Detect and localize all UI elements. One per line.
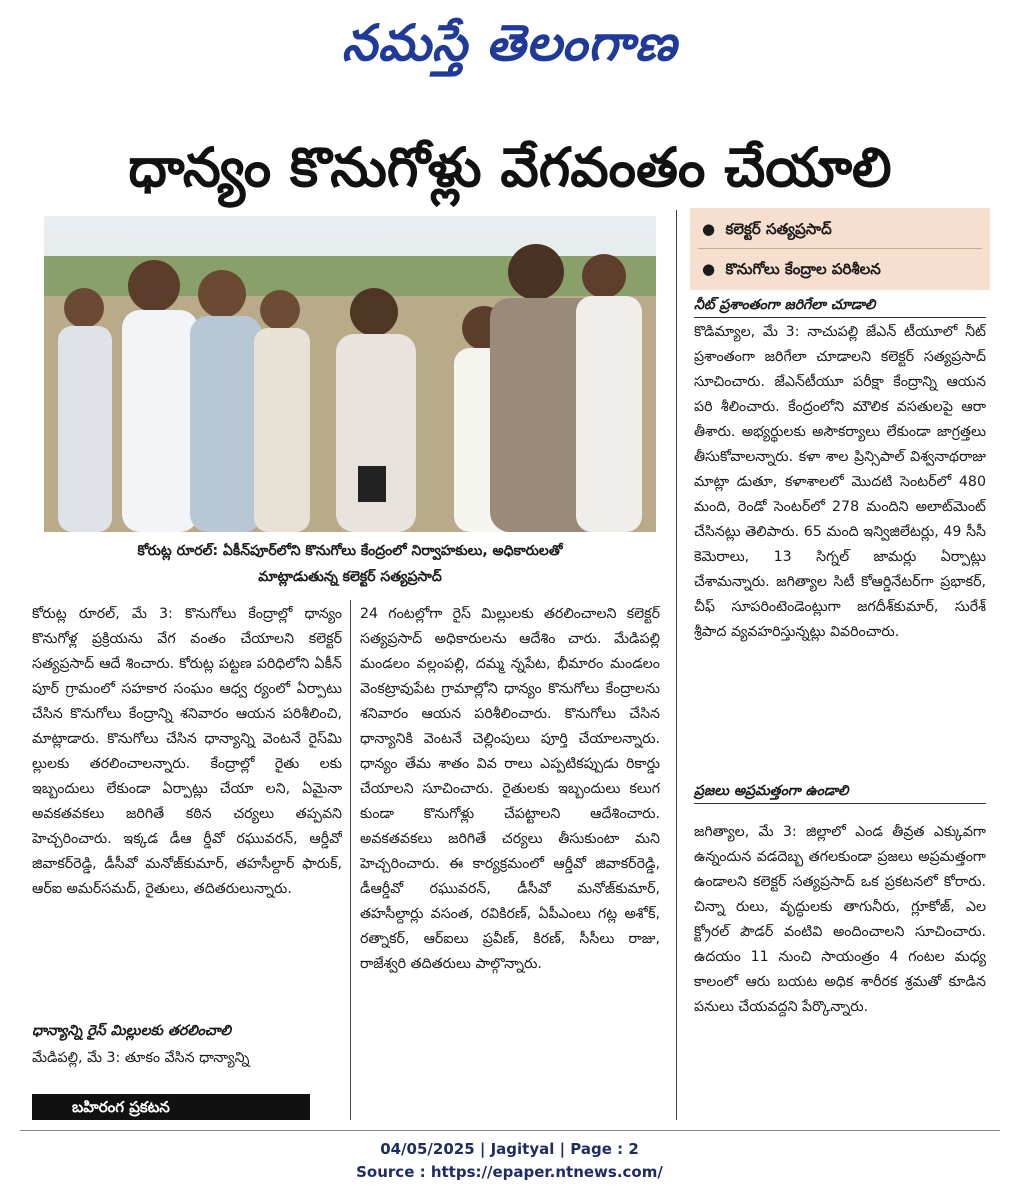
neet-article-body: కొడిమ్యాల, మే 3: నాచుపల్లి జేఎన్ టీయూలో నీట్ ప్రశాంతంగా జరిగేలా చూడాలని కలెక్టర్ సత్యప్రసాద్ సూచించారు. జేఎన్‌టీయూ పరీక్షా కేంద్రాన్ని ఆయన పరి శీలించారు. కేంద్రంలోని మౌలిక వసతులపై ఆరా తీశారు. అభ్యర్థులకు అసౌకర్యాలు లేకుండా జాగ్రత్తలు తీసుకోవాలన్నారు. కళా శాల ప్రిన్సిపాల్ విశ్వనాథరాజు మాట్లా డుతూ, కళాశాలలో మొదటి సెంటర్‌లో 480 మంది, రెండో సెంటర్‌లో 278 మందిని అలాట్‌మెంట్ చేసినట్లు తెలిపారు. 65 మంది ఇన్విజిలేటర్లు, 49 సీసీ కెమెరాలు, 13 సిగ్నల్ జామర్లు ఏర్పాట్లు చేశామన్నారు. జగిత్యాల సిటీ కోఆర్డినేటర్‌గా ప్రభాకర్, చీఫ్ సూపరింటెండెంట్లుగా జగదీశ్‌కుమార్, సురేశ్ శ్రీపాద వ్యవహరిస్తున్నట్లు వివరించారు.: [694, 324, 986, 640]
highlight-item: ● కలెక్టర్ సత్యప్రసాద్: [702, 220, 832, 238]
photo-caption: [44, 538, 656, 596]
footer-date-line: 04/05/2025 | Jagityal | Page : 2: [380, 1140, 639, 1158]
advertisement-label: బహిరంగ ప్రకటన: [32, 1094, 310, 1120]
news-photo: [44, 216, 656, 532]
main-article-col-1: కోరుట్ల రూరల్, మే 3: కొనుగోలు కేంద్రాల్లో ధాన్యం కొనుగోళ్ల ప్రక్రియను వేగ వంతం చేయాలని కలెక్టర్ సత్యప్రసాద్ ఆదే శించారు. కోరుట్ల పట్టణ పరిధిలోని ఏకీన్ పూర్ గ్రామంలో సహకార సంఘం ఆధ్వ ర్యంలో ఏర్పాటు చేసిన కొనుగోలు కేంద్రాన్ని శనివారం ఆయన పరిశీలించి, మాట్లాడారు. కొనుగోలు చేసిన ధాన్యాన్ని వెంటనే రైస్‌మి ల్లులకు తరలించాలన్నారు. కేంద్రాల్లో రైతు లకు ఇబ్బందులు లేకుండా ఏర్పాట్లు చేయా లని, ఏమైనా అవకతవకలు జరిగితే కఠిన చర్యలు తప్పవని హెచ్చరించారు. ఇక్కడ డీఆ ర్డీవో రఘువరన్, ఆర్డీవో జివాకర్‌రెడ్డి, డీసీవో మనోజ్‌కుమార్, తహసీల్దార్ ఫారుక్, ఆర్ఐ అమర్‌సమద్, రైతులు, తదితరులున్నారు.: [32, 606, 342, 897]
main-article-col-2: 24 గంటల్లోగా రైస్ మిల్లులకు తరలించాలని కలెక్టర్ సత్యప్రసాద్ అధికారులను ఆదేశిం చారు. మేడిపల్లి మండలం వల్లంపల్లి, దమ్మ న్నపేట, భీమారం మండలం వెంకట్రావుపేట గ్రామాల్లోని ధాన్యం కొనుగోలు కేంద్రాలను శనివారం ఆయన పరిశీలించారు. కొనుగోలు చేసిన ధాన్యానికి వెంటనే చెల్లింపులు పూర్తి చేయాలన్నారు. ధాన్యం తేమ శాతం వివ రాలు ఎప్పటికప్పుడు రికార్డు చేయాలని సూచించారు. రైతులకు ఇబ్బందులు కలుగ కుండా కొనుగోళ్లు చేపట్టాలని ఆదేశించారు. అవకతవకలు జరిగితే చర్యలు తీసుకుంటా మని హెచ్చరించారు. ఈ కార్యక్రమంలో ఆర్డీవో జివాకర్‌రెడ్డి, డీఆర్డీవో రఘువరన్, డీసీవో మనోజ్‌కుమార్, తహసీల్దార్లు వసంత, రవికిరణ్, ఏపీఎంలు గట్ల అశోక్, రత్నాకర్, ఆర్ఐలు ప్రవీణ్, కిరణ్, సీసీలు రాజు, రాజేశ్వరి తదితరులు పాల్గొన్నారు.: [360, 606, 660, 972]
main-article-col-1-tail: మేడిపల్లి, మే 3: తూకం వేసిన ధాన్యాన్ని: [32, 1050, 250, 1066]
footer-divider: [20, 1130, 1000, 1131]
headline: ధాన్యం కొనుగోళ్లు వేగవంతం చేయాలి: [128, 136, 892, 199]
footer-source-line: Source : https://epaper.ntnews.com/: [356, 1163, 663, 1181]
photo-caption-line-2: మాట్లాడుతున్న కలెక్టర్ సత్యప్రసాద్: [258, 569, 442, 585]
bullet-icon: ●: [702, 260, 726, 278]
masthead-title: నమస్తే తెలంగాణ: [341, 14, 678, 72]
news-photo-image: [44, 216, 656, 532]
highlights-box: [690, 208, 990, 290]
column-divider: [676, 210, 677, 1120]
column-divider: [350, 600, 351, 1120]
neet-subhead: నీట్ ప్రశాంతంగా జరిగేలా చూడాలి: [694, 292, 986, 318]
main-article-subhead: ధాన్యాన్ని రైస్ మిల్లులకు తరలించాలి: [32, 1023, 231, 1039]
alert-subhead: ప్రజలు అప్రమత్తంగా ఉండాలి: [694, 778, 986, 804]
masthead: [0, 0, 1019, 86]
bullet-icon: ●: [702, 220, 726, 238]
highlight-item: ● కొనుగోలు కేంద్రాల పరిశీలన: [702, 260, 881, 278]
highlight-divider: [698, 248, 982, 249]
photo-caption-line-1: కోరుట్ల రూరల్: ఏకీన్‌పూర్‌లోని కొనుగోలు కేంద్రంలో నిర్వాహకులు, అధికారులతో: [137, 543, 563, 559]
alert-article-body: జగిత్యాల, మే 3: జిల్లాలో ఎండ తీవ్రత ఎక్కువగా ఉన్నందున వడదెబ్బ తగలకుండా ప్రజలు అప్రమత్తంగా ఉండాలని కలెక్టర్ సత్యప్రసాద్ ఒక ప్రకటనలో కోరారు. చిన్నా రులు, వృద్ధులకు తాగునీరు, గ్లూకోజ్, ఎల క్ట్రోరల్ పౌడర్ వంటివి అందించాలని సూచించారు. ఉదయం 11 నుంచి సాయంత్రం 4 గంటల మధ్య కాలంలో ఆరు బయట అధిక శారీరక శ్రమతో కూడిన పనులు చేయవద్దని పేర్కొన్నారు.: [694, 824, 986, 1015]
